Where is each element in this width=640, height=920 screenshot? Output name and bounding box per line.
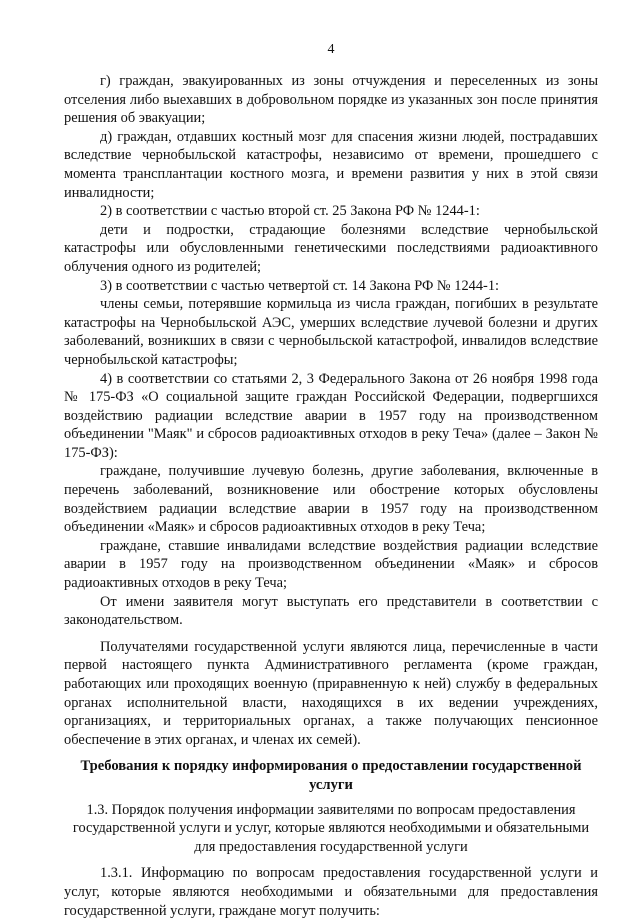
document-body bbox=[64, 72, 598, 920]
paragraph-point-4: 4) в соответствии со статьями 2, 3 Федерального Закона от 26 ноября 1998 года № 175-ФЗ «О социальной защите граждан Российской Федерации, подвергшихся воздействию радиации вследствие аварии в 1957 году на производственном объединении "Маяк" и сбросов радиоактивных отходов в реку Теча» (далее – Закон № 175-ФЗ): bbox=[64, 370, 598, 461]
paragraph-family-members: члены семьи, потерявшие кормильца из числа граждан, погибших в результате катастрофы на Чернобыльской АЭС, умерших вследствие лучевой болезни и других заболеваний, возникших в связи с чернобыльской катастрофой, инвалидов вследствие чернобыльской катастрофы; bbox=[64, 296, 598, 368]
paragraph-representatives: От имени заявителя могут выступать его представители в соответствии с законодательством. bbox=[64, 593, 598, 629]
paragraph-1-3-1: 1.3.1. Информацию по вопросам предоставления государственной услуги и услуг, которые являются необходимыми и обязательными для предоставления государственной услуги, граждане могут получить: bbox=[64, 865, 598, 919]
section-title: Требования к порядку информирования о предоставлении государственной услуги bbox=[80, 758, 582, 793]
page-number: 4 bbox=[327, 42, 335, 57]
paragraph-point-2: 2) в соответствии с частью второй ст. 25 Закона РФ № 1244-1: bbox=[100, 203, 480, 220]
paragraph-radiation-illness: граждане, получившие лучевую болезнь, другие заболевания, включенные в перечень заболеваний, возникновение или обострение которых обусловлены воздействием радиации вследствие аварии в 1957 году на производственном объединении «Маяк» и сбросов радиоактивных отходов в реку Теча; bbox=[64, 463, 598, 536]
paragraph-item-g: г) граждан, эвакуированных из зоны отчуждения и переселенных из зоны отселения либо выехавших в добровольном порядке из указанных зон после принятия решения об эвакуации; bbox=[64, 73, 598, 127]
paragraph-recipients: Получателями государственной услуги являются лица, перечисленные в части первой настоящего пункта Административного регламента (кроме граждан, работающих или проходящих военную (приравненную к ней) службу в федеральных органах исполнительной власти, находящихся в их ведении учреждениях, организациях, и территориальных органах, а также получающих пенсионное обеспечение в этих органах, и членах их семей). bbox=[64, 638, 598, 748]
paragraph-point-3: 3) в соответствии с частью четвертой ст. 14 Закона РФ № 1244-1: bbox=[100, 277, 500, 294]
paragraph-children: дети и подростки, страдающие болезнями вследствие чернобыльской катастрофы или обусловленными генетическими последствиями радиоактивного облучения одного из родителей; bbox=[64, 221, 598, 275]
paragraph-item-d: д) граждан, отдавших костный мозг для спасения жизни людей, пострадавших вследствие чернобыльской катастрофы, независимо от времени, прошедшего с момента трансплантации костного мозга, и времени развития у них в этой связи инвалидности; bbox=[64, 128, 598, 201]
subsection-heading: 1.3. Порядок получения информации заявителями по вопросам предоставления государственной услуги и услуг, которые являются необходимыми и обязательными для предоставления государственной услуги bbox=[72, 801, 590, 855]
paragraph-disabled-citizens: граждане, ставшие инвалидами вследствие воздействия радиации вследствие аварии в 1957 году на производственном объединении «Маяк» и сбросов радиоактивных отходов в реку Теча; bbox=[64, 537, 598, 592]
